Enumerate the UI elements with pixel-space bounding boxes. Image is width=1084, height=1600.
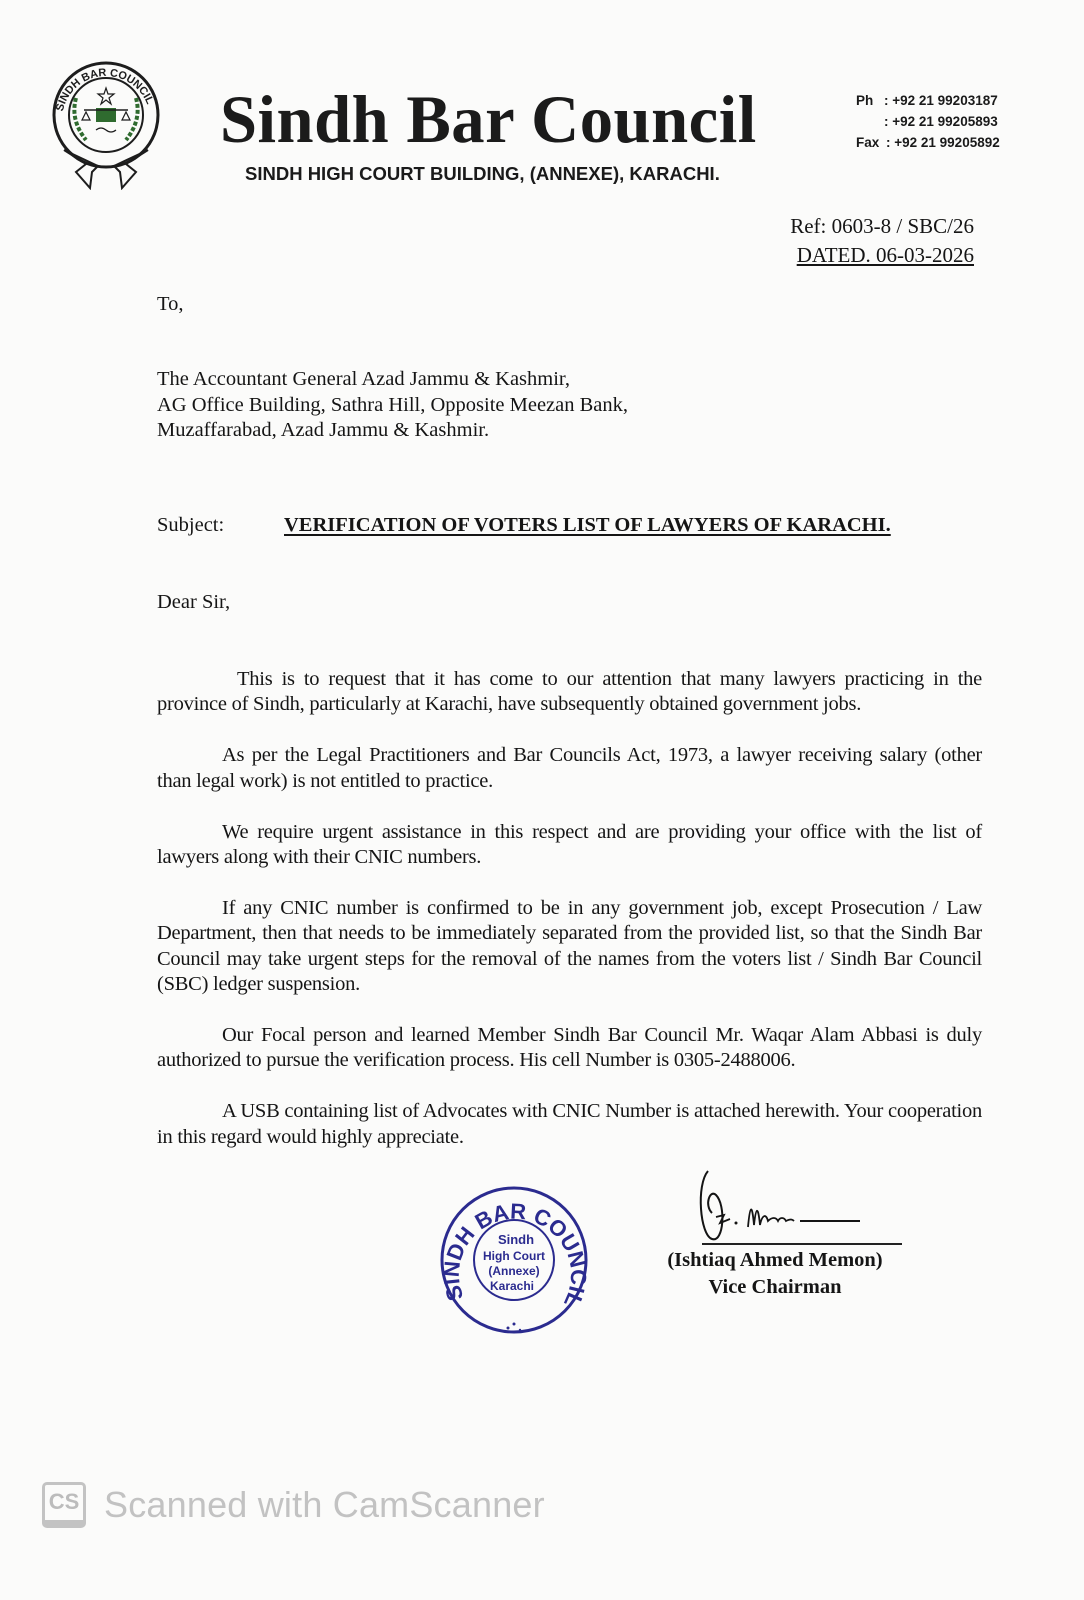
reference-block bbox=[790, 212, 974, 270]
subject-line bbox=[157, 513, 891, 539]
reference-number: Ref: 0603-8 / SBC/26 bbox=[790, 214, 974, 238]
subject-label: Subject: bbox=[157, 514, 225, 536]
body-paragraph: A USB containing list of Advocates with CNIC Number is attached herewith. Your cooperation in this regard would highly appreciate. bbox=[157, 1100, 982, 1148]
phone-2 bbox=[856, 111, 1000, 132]
camscanner-text: Scanned with CamScanner bbox=[104, 1484, 545, 1525]
svg-text:Sindh: Sindh bbox=[497, 1232, 535, 1247]
svg-text:SINDH BAR COUNCIL: SINDH BAR COUNCIL bbox=[53, 66, 156, 113]
handwritten-signature-icon bbox=[690, 1165, 910, 1255]
body-paragraph: If any CNIC number is confirmed to be in any government job, except Prosecution / Law Department, then that needs to be immediately separated from the provided list, so that the Sindh Bar Council may take urgent steps for the removal of the names from the voters list / Sindh Bar Council (SBC) ledger suspension. bbox=[157, 897, 982, 995]
body-paragraph: We require urgent assistance in this respect and are providing your office with the list of lawyers along with their CNIC numbers. bbox=[157, 820, 982, 869]
contact-value: : +92 21 99205892 bbox=[886, 135, 1000, 150]
organization-title: Sindh Bar Council bbox=[220, 81, 757, 157]
address-line: The Accountant General Azad Jammu & Kashmir, bbox=[157, 368, 571, 390]
sindh-bar-council-emblem-icon bbox=[46, 60, 166, 190]
contact-label bbox=[856, 111, 884, 132]
contact-value: : +92 21 99205893 bbox=[884, 114, 998, 129]
camscanner-logo-icon: CS bbox=[42, 1482, 86, 1528]
recipient-address bbox=[157, 367, 628, 444]
contact-label: Fax bbox=[856, 135, 880, 150]
phone-1 bbox=[856, 90, 1000, 111]
address-line: AG Office Building, Sathra Hill, Opposite Meezan Bank, bbox=[157, 393, 629, 416]
body-paragraph: Our Focal person and learned Member Sindh Bar Council Mr. Waqar Alam Abbasi is duly authorized to pursue the verification process. His cell Number is 0305-2488006. bbox=[157, 1024, 982, 1072]
camscanner-watermark bbox=[42, 1482, 545, 1528]
letter-body bbox=[157, 667, 982, 1176]
contact-block bbox=[856, 90, 1000, 153]
signature-line bbox=[702, 1243, 902, 1245]
subject-value: VERIFICATION OF VOTERS LIST OF LAWYERS OF KARACHI. bbox=[284, 514, 891, 536]
contact-label: Ph bbox=[856, 93, 874, 108]
body-paragraph: This is to request that it has come to our attention that many lawyers practicing in the province of Sindh, particularly at Karachi, have subsequently obtained government jobs. bbox=[157, 668, 982, 716]
signatory-block bbox=[655, 1247, 895, 1301]
fax bbox=[856, 132, 1000, 153]
contact-value: : +92 21 99203187 bbox=[884, 93, 998, 108]
address-line: Muzaffarabad, Azad Jammu & Kashmir. bbox=[157, 419, 490, 441]
svg-text:High Court: High Court bbox=[483, 1249, 545, 1263]
svg-text:Karachi: Karachi bbox=[489, 1279, 535, 1293]
organization-address: SINDH HIGH COURT BUILDING, (ANNEXE), KARACHI. bbox=[245, 163, 720, 184]
signatory-name: (Ishtiaq Ahmed Memon) bbox=[667, 1249, 883, 1271]
svg-text:(Annexe): (Annexe) bbox=[488, 1264, 540, 1278]
letter-date: DATED. 06-03-2026 bbox=[796, 243, 974, 267]
svg-text:SINDH BAR COUNCIL: SINDH BAR COUNCIL bbox=[438, 1198, 592, 1312]
to-label: To, bbox=[157, 293, 184, 315]
salutation: Dear Sir, bbox=[157, 591, 231, 613]
body-paragraph: As per the Legal Practitioners and Bar Councils Act, 1973, a lawyer receiving salary (other than legal work) is not entitled to practice. bbox=[157, 744, 982, 792]
signatory-designation: Vice Chairman bbox=[708, 1276, 842, 1298]
official-stamp-icon bbox=[436, 1182, 596, 1342]
